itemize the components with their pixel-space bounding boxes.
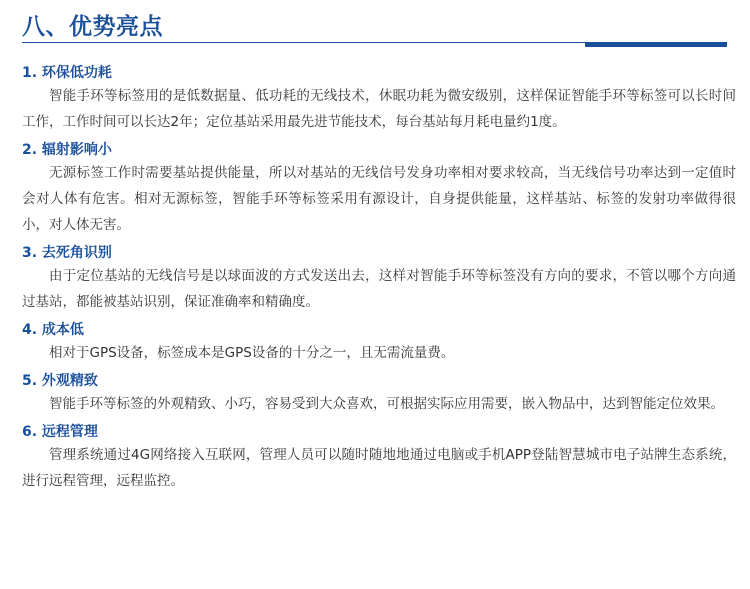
page-title: 八、优势亮点 [22, 14, 163, 40]
section-body: 智能手环等标签的外观精致、小巧，容易受到大众喜欢，可根据实际应用需要，嵌入物品中，达到智能定位效果。 [49, 396, 724, 412]
section-fine-appearance [22, 371, 736, 417]
section-heading: 4. 成本低 [22, 322, 84, 338]
section-remote-management [22, 422, 736, 494]
section-low-power [22, 63, 736, 135]
section-body: 智能手环等标签用的是低数据量、低功耗的无线技术，休眠功耗为微安级别，这样保证智能手环等标签可以长时间工作，工作时间可以长达2年；定位基站采用最先进节能技术，每台基站每月耗电量约1度。 [22, 88, 736, 130]
section-low-radiation [22, 140, 736, 238]
section-body: 相对于GPS设备，标签成本是GPS设备的十分之一，且无需流量费。 [49, 345, 455, 361]
section-heading: 2. 辐射影响小 [22, 142, 112, 158]
section-heading: 1. 环保低功耗 [22, 65, 112, 81]
section-heading: 3. 去死角识别 [22, 245, 112, 261]
section-heading: 6. 远程管理 [22, 424, 98, 440]
advantages-list [22, 63, 736, 499]
section-heading: 5. 外观精致 [22, 373, 98, 389]
section-body: 由于定位基站的无线信号是以球面波的方式发送出去，这样对智能手环等标签没有方向的要求，不管以哪个方向通过基站，都能被基站识别，保证准确率和精确度。 [22, 268, 736, 310]
title-accent-bar [585, 42, 727, 47]
section-body: 无源标签工作时需要基站提供能量，所以对基站的无线信号发身功率相对要求较高，当无线信号功率达到一定值时会对人体有危害。相对无源标签，智能手环等标签采用有源设计，自身提供能量，这样基站、标签的发射功率做得很小，对人体无害。 [22, 165, 736, 233]
section-low-cost [22, 320, 736, 366]
section-no-blind-spot [22, 243, 736, 315]
section-body: 管理系统通过4G网络接入互联网，管理人员可以随时随地地通过电脑或手机APP登陆智慧城市电子站牌生态系统，进行远程管理，远程监控。 [22, 447, 736, 489]
